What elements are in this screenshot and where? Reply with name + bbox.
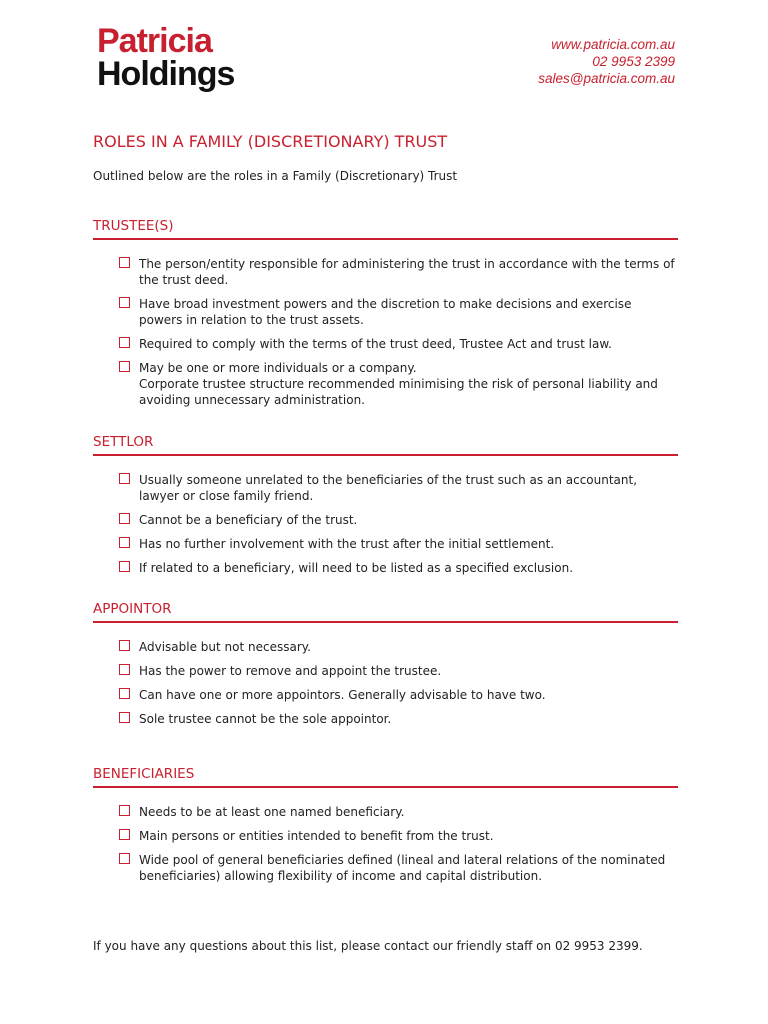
item-text: May be one or more individuals or a company. Corporate trustee structure recommended minimising the risk of personal liability and avoiding unnecessary administration.	[139, 361, 658, 407]
item-text: Main persons or entities intended to benefit from the trust.	[139, 829, 494, 843]
item-text: Cannot be a beneficiary of the trust.	[139, 513, 358, 527]
list-item	[119, 472, 678, 504]
footer-note: If you have any questions about this list, please contact our friendly staff on 02 9953 2399.	[93, 939, 643, 953]
contact-email[interactable]: sales@patricia.com.au	[538, 71, 675, 86]
checkbox[interactable]	[119, 805, 130, 816]
list-item	[119, 639, 678, 655]
checkbox[interactable]	[119, 640, 130, 651]
list-item	[119, 687, 678, 703]
checkbox[interactable]	[119, 473, 130, 484]
list-item	[119, 663, 678, 679]
list-item	[119, 560, 678, 576]
checkbox[interactable]	[119, 561, 130, 572]
checkbox[interactable]	[119, 664, 130, 675]
contact-website[interactable]: www.patricia.com.au	[551, 37, 675, 52]
list-item	[119, 852, 678, 884]
item-text: Have broad investment powers and the discretion to make decisions and exercise powers in relation to the trust assets.	[139, 297, 632, 327]
checkbox[interactable]	[119, 257, 130, 268]
checkbox[interactable]	[119, 688, 130, 699]
list-item	[119, 256, 678, 288]
brand-logo	[97, 24, 234, 91]
list-item	[119, 828, 678, 844]
list-item	[119, 804, 678, 820]
checklist	[93, 256, 678, 408]
item-text: Has no further involvement with the trust after the initial settlement.	[139, 537, 555, 551]
list-item	[119, 711, 678, 727]
item-text: Required to comply with the terms of the trust deed, Trustee Act and trust law.	[139, 337, 612, 351]
checkbox[interactable]	[119, 829, 130, 840]
intro-text: Outlined below are the roles in a Family (Discretionary) Trust	[93, 169, 458, 183]
section-heading: APPOINTOR	[93, 601, 678, 623]
list-item	[119, 536, 678, 552]
checkbox[interactable]	[119, 712, 130, 723]
item-text: Sole trustee cannot be the sole appointor.	[139, 712, 392, 726]
contact-block	[538, 36, 675, 87]
item-text: If related to a beneficiary, will need to be listed as a specified exclusion.	[139, 561, 574, 575]
item-text: Can have one or more appointors. Generally advisable to have two.	[139, 688, 546, 702]
list-item	[119, 296, 678, 328]
checklist	[93, 472, 678, 576]
item-text: The person/entity responsible for administering the trust in accordance with the terms of the trust deed.	[139, 257, 675, 287]
checkbox[interactable]	[119, 513, 130, 524]
section-heading: SETTLOR	[93, 434, 678, 456]
checkbox[interactable]	[119, 361, 130, 372]
checkbox[interactable]	[119, 537, 130, 548]
section-settlor	[93, 434, 678, 584]
section-beneficiaries	[93, 766, 678, 892]
section-trustees	[93, 218, 678, 416]
item-text: Wide pool of general beneficiaries defined (lineal and lateral relations of the nominated beneficiaries) allowing flexibility of income and capital distribution.	[139, 853, 666, 883]
section-heading: BENEFICIARIES	[93, 766, 678, 788]
item-text: Has the power to remove and appoint the trustee.	[139, 664, 442, 678]
list-item	[119, 360, 678, 408]
item-text: Needs to be at least one named beneficiary.	[139, 805, 405, 819]
list-item	[119, 336, 678, 352]
checklist	[93, 804, 678, 884]
checklist	[93, 639, 678, 727]
item-text: Usually someone unrelated to the beneficiaries of the trust such as an accountant, lawyer or close family friend.	[139, 473, 638, 503]
list-item	[119, 512, 678, 528]
brand-line-1: Patricia	[97, 22, 212, 60]
brand-line-2: Holdings	[97, 55, 235, 93]
item-text: Advisable but not necessary.	[139, 640, 311, 654]
section-appointor	[93, 601, 678, 735]
checkbox[interactable]	[119, 297, 130, 308]
checkbox[interactable]	[119, 853, 130, 864]
checkbox[interactable]	[119, 337, 130, 348]
document-title: ROLES IN A FAMILY (DISCRETIONARY) TRUST	[93, 132, 448, 151]
contact-phone[interactable]: 02 9953 2399	[592, 54, 675, 69]
section-heading: TRUSTEE(S)	[93, 218, 678, 240]
